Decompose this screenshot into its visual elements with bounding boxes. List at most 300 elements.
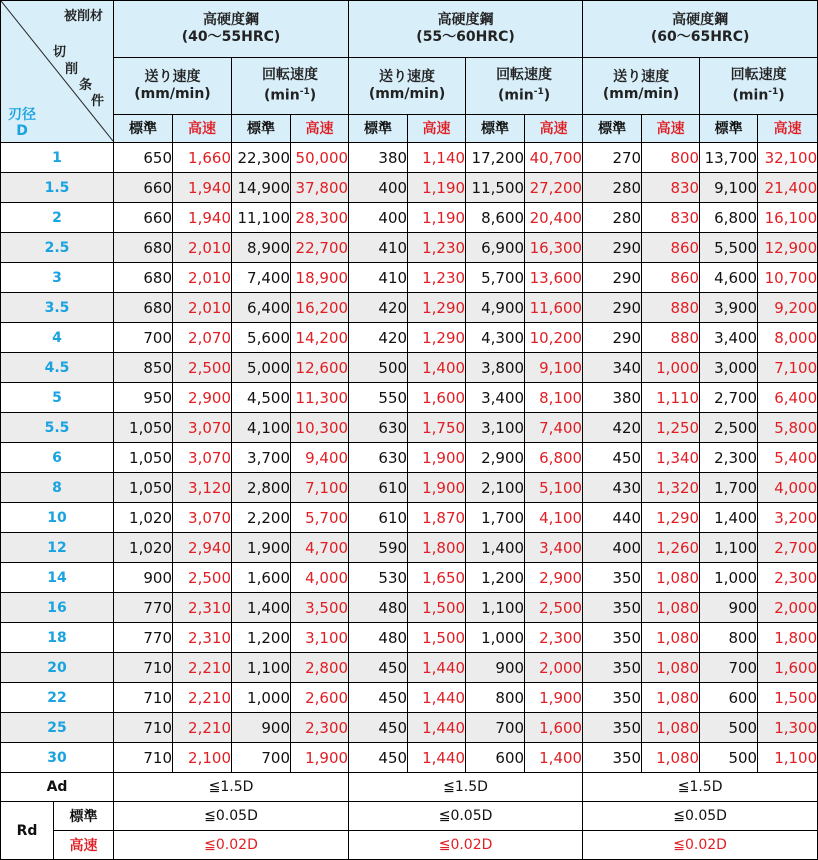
diameter-cell: 10: [1, 503, 114, 533]
fast-value-cell: 1,600: [758, 653, 818, 683]
feed-rate-label: 送り速度: [144, 69, 201, 86]
std-value-cell: 700: [700, 653, 758, 683]
std-value-cell: 1,400: [700, 503, 758, 533]
fast-value-cell: 22,700: [291, 233, 349, 263]
fast-value-cell: 1,190: [408, 203, 466, 233]
fast-value-cell: 37,800: [291, 173, 349, 203]
fast-value-cell: 3,100: [291, 623, 349, 653]
diameter-cell: 8: [1, 473, 114, 503]
std-value-cell: 350: [583, 623, 642, 653]
fast-value-cell: 830: [642, 173, 700, 203]
table-row: [1, 503, 818, 533]
std-value-cell: 2,200: [232, 503, 291, 533]
rd-fast-row: [1, 831, 818, 860]
std-value-cell: 11,500: [466, 173, 525, 203]
speed-header-row: [1, 58, 818, 114]
rd-std-label: 標準: [54, 802, 114, 831]
feed-rate-header: [583, 58, 700, 114]
spindle-speed-header: [232, 58, 349, 114]
fast-value-cell: 1,250: [642, 413, 700, 443]
fast-value-cell: 2,210: [173, 713, 232, 743]
std-value-cell: 950: [114, 383, 173, 413]
std-value-cell: 8,600: [466, 203, 525, 233]
fast-value-cell: 1,500: [408, 623, 466, 653]
spindle-speed-unit: [700, 84, 817, 105]
std-value-cell: 600: [466, 743, 525, 773]
std-value-cell: 3,700: [232, 443, 291, 473]
feed-rate-unit: (mm/min): [134, 86, 211, 103]
std-value-cell: 1,600: [232, 563, 291, 593]
fast-value-cell: 2,800: [291, 653, 349, 683]
diameter-cell: 6: [1, 443, 114, 473]
fast-value-cell: 1,440: [408, 743, 466, 773]
diameter-cell: 2: [1, 203, 114, 233]
fast-value-cell: 1,440: [408, 653, 466, 683]
std-value-cell: 660: [114, 173, 173, 203]
std-value-cell: 8,900: [232, 233, 291, 263]
std-value-cell: 1,000: [700, 563, 758, 593]
spindle-speed-header: [700, 58, 818, 114]
std-value-cell: 680: [114, 233, 173, 263]
std-value-cell: 530: [349, 563, 408, 593]
std-value-cell: 1,400: [232, 593, 291, 623]
std-value-cell: 2,100: [466, 473, 525, 503]
fast-value-cell: 2,300: [758, 563, 818, 593]
rd-std-value: ≦0.05D: [583, 802, 818, 831]
std-value-cell: 3,900: [700, 293, 758, 323]
fast-value-cell: 2,500: [525, 593, 583, 623]
feed-rate-unit: (mm/min): [368, 86, 446, 103]
fast-value-cell: 1,900: [408, 473, 466, 503]
fast-value-cell: 10,200: [525, 323, 583, 353]
fast-value-cell: 1,800: [758, 623, 818, 653]
fast-value-cell: 1,290: [408, 323, 466, 353]
spindle-speed-unit: [466, 84, 582, 105]
fast-value-cell: 1,660: [173, 143, 232, 173]
std-value-cell: 630: [349, 413, 408, 443]
std-value-cell: 400: [583, 533, 642, 563]
std-column-label: 標準: [232, 114, 291, 142]
std-value-cell: 600: [700, 683, 758, 713]
fast-value-cell: 1,080: [642, 743, 700, 773]
std-value-cell: 6,900: [466, 233, 525, 263]
std-value-cell: 900: [232, 713, 291, 743]
rd-fast-value: ≦0.02D: [583, 831, 818, 860]
fast-value-cell: 14,200: [291, 323, 349, 353]
diameter-cell: 4: [1, 323, 114, 353]
table-row: [1, 683, 818, 713]
std-value-cell: 3,400: [466, 383, 525, 413]
rd-fast-label: 高速: [54, 831, 114, 860]
unit-exponent: -1: [533, 87, 544, 98]
fast-value-cell: 12,900: [758, 233, 818, 263]
std-value-cell: 290: [583, 263, 642, 293]
std-value-cell: 350: [583, 593, 642, 623]
std-value-cell: 2,500: [700, 413, 758, 443]
std-value-cell: 1,020: [114, 503, 173, 533]
std-value-cell: 650: [114, 143, 173, 173]
fast-value-cell: 3,120: [173, 473, 232, 503]
rd-std-value: ≦0.05D: [349, 802, 583, 831]
fast-value-cell: 12,600: [291, 353, 349, 383]
std-value-cell: 2,800: [232, 473, 291, 503]
std-column-label: 標準: [466, 114, 525, 142]
fast-value-cell: 1,320: [642, 473, 700, 503]
std-value-cell: 17,200: [466, 143, 525, 173]
fast-column-label: 高速: [408, 114, 466, 142]
cond-char-2: 削: [65, 62, 79, 77]
cond-char-1: 切: [53, 45, 67, 60]
ad-value: ≦1.5D: [114, 773, 349, 802]
std-value-cell: 5,000: [232, 353, 291, 383]
fast-value-cell: 2,500: [173, 353, 232, 383]
std-value-cell: 440: [583, 503, 642, 533]
fast-column-label: 高速: [291, 114, 349, 142]
table-row: [1, 383, 818, 413]
std-value-cell: 710: [114, 743, 173, 773]
std-value-cell: 420: [349, 323, 408, 353]
std-value-cell: 290: [583, 233, 642, 263]
fast-value-cell: 2,210: [173, 683, 232, 713]
fast-value-cell: 1,440: [408, 683, 466, 713]
std-value-cell: 290: [583, 323, 642, 353]
fast-value-cell: 7,400: [525, 413, 583, 443]
diameter-cell: 4.5: [1, 353, 114, 383]
fast-value-cell: 1,940: [173, 173, 232, 203]
std-value-cell: 2,700: [700, 383, 758, 413]
fast-value-cell: 2,000: [525, 653, 583, 683]
std-value-cell: 700: [232, 743, 291, 773]
feed-rate-header: [114, 58, 232, 114]
std-value-cell: 770: [114, 623, 173, 653]
std-value-cell: 2,900: [466, 443, 525, 473]
std-value-cell: 350: [583, 713, 642, 743]
table-row: [1, 353, 818, 383]
fast-column-label: 高速: [173, 114, 232, 142]
fast-value-cell: 3,070: [173, 503, 232, 533]
fast-value-cell: 21,400: [758, 173, 818, 203]
fast-value-cell: 50,000: [291, 143, 349, 173]
std-value-cell: 800: [466, 683, 525, 713]
std-value-cell: 480: [349, 623, 408, 653]
std-value-cell: 4,100: [232, 413, 291, 443]
std-column-label: 標準: [349, 114, 408, 142]
fast-value-cell: 1,750: [408, 413, 466, 443]
std-value-cell: 280: [583, 173, 642, 203]
std-value-cell: 800: [700, 623, 758, 653]
std-column-label: 標準: [583, 114, 642, 142]
std-value-cell: 11,100: [232, 203, 291, 233]
diameter-cell: 16: [1, 593, 114, 623]
table-row: [1, 743, 818, 773]
material-hrc: (40～55HRC): [181, 29, 281, 46]
std-value-cell: 450: [349, 653, 408, 683]
diameter-symbol: D: [16, 123, 28, 139]
fast-value-cell: 1,080: [642, 683, 700, 713]
fast-value-cell: 5,100: [525, 473, 583, 503]
material-name: 高硬度鋼: [672, 12, 729, 29]
fast-value-cell: 2,210: [173, 653, 232, 683]
fast-value-cell: 1,900: [525, 683, 583, 713]
rd-label: Rd: [1, 802, 54, 860]
std-value-cell: 610: [349, 473, 408, 503]
feed-rate-label: 送り速度: [379, 69, 436, 86]
fast-value-cell: 10,700: [758, 263, 818, 293]
diameter-cell: 18: [1, 623, 114, 653]
std-value-cell: 400: [349, 173, 408, 203]
fast-value-cell: 6,400: [758, 383, 818, 413]
fast-value-cell: 2,900: [525, 563, 583, 593]
fast-value-cell: 2,500: [173, 563, 232, 593]
fast-value-cell: 4,000: [758, 473, 818, 503]
fast-value-cell: 2,010: [173, 233, 232, 263]
diameter-cell: 2.5: [1, 233, 114, 263]
spindle-speed-header: [466, 58, 583, 114]
fast-value-cell: 1,340: [642, 443, 700, 473]
std-value-cell: 1,200: [466, 563, 525, 593]
fast-value-cell: 860: [642, 263, 700, 293]
diameter-cell: 3.5: [1, 293, 114, 323]
table-row: [1, 203, 818, 233]
std-value-cell: 1,700: [700, 473, 758, 503]
std-value-cell: 340: [583, 353, 642, 383]
fast-value-cell: 7,100: [758, 353, 818, 383]
std-value-cell: 610: [349, 503, 408, 533]
fast-value-cell: 1,260: [642, 533, 700, 563]
fast-value-cell: 3,400: [525, 533, 583, 563]
fast-value-cell: 1,600: [525, 713, 583, 743]
feed-rate-header: [349, 58, 466, 114]
fast-value-cell: 13,600: [525, 263, 583, 293]
std-value-cell: 1,100: [700, 533, 758, 563]
fast-value-cell: 2,070: [173, 323, 232, 353]
fast-value-cell: 8,000: [758, 323, 818, 353]
std-value-cell: 1,050: [114, 473, 173, 503]
std-value-cell: 1,400: [466, 533, 525, 563]
std-value-cell: 22,300: [232, 143, 291, 173]
spindle-speed-label: 回転速度: [262, 67, 319, 84]
std-value-cell: 500: [349, 353, 408, 383]
fast-value-cell: 2,600: [291, 683, 349, 713]
fast-value-cell: 32,100: [758, 143, 818, 173]
fast-value-cell: 4,700: [291, 533, 349, 563]
fast-value-cell: 9,400: [291, 443, 349, 473]
std-value-cell: 350: [583, 563, 642, 593]
fast-value-cell: 16,300: [525, 233, 583, 263]
std-value-cell: 770: [114, 593, 173, 623]
std-value-cell: 710: [114, 683, 173, 713]
fast-value-cell: 4,100: [525, 503, 583, 533]
std-column-label: 標準: [114, 114, 173, 142]
rd-std-row: [1, 802, 818, 831]
std-value-cell: 410: [349, 263, 408, 293]
fast-value-cell: 2,100: [173, 743, 232, 773]
diameter-header: [7, 107, 37, 139]
ad-value: ≦1.5D: [583, 773, 818, 802]
feed-rate-label: 送り速度: [613, 69, 670, 86]
cond-char-4: 件: [91, 94, 105, 109]
std-value-cell: 3,000: [700, 353, 758, 383]
fast-value-cell: 40,700: [525, 143, 583, 173]
fast-value-cell: 9,100: [525, 353, 583, 383]
fast-value-cell: 2,940: [173, 533, 232, 563]
std-value-cell: 1,020: [114, 533, 173, 563]
ad-value: ≦1.5D: [349, 773, 583, 802]
std-value-cell: 710: [114, 653, 173, 683]
std-value-cell: 5,700: [466, 263, 525, 293]
std-value-cell: 450: [583, 443, 642, 473]
diameter-cell: 30: [1, 743, 114, 773]
fast-value-cell: 1,870: [408, 503, 466, 533]
std-value-cell: 5,500: [700, 233, 758, 263]
std-value-cell: 270: [583, 143, 642, 173]
table-row: [1, 323, 818, 353]
std-value-cell: 420: [583, 413, 642, 443]
std-value-cell: 4,900: [466, 293, 525, 323]
table-row: [1, 173, 818, 203]
ad-row: [1, 773, 818, 802]
std-value-cell: 1,200: [232, 623, 291, 653]
fast-value-cell: 2,000: [758, 593, 818, 623]
fast-value-cell: 6,800: [525, 443, 583, 473]
fast-value-cell: 1,080: [642, 563, 700, 593]
unit-close: ): [309, 87, 317, 104]
fast-value-cell: 1,140: [408, 143, 466, 173]
fast-value-cell: 2,700: [758, 533, 818, 563]
table-row: [1, 593, 818, 623]
fast-value-cell: 1,080: [642, 593, 700, 623]
fast-value-cell: 27,200: [525, 173, 583, 203]
diameter-cell: 1: [1, 143, 114, 173]
fast-value-cell: 1,290: [408, 293, 466, 323]
unit-base: (min: [497, 87, 534, 104]
rd-std-value: ≦0.05D: [114, 802, 349, 831]
table-body: [1, 143, 818, 773]
fast-value-cell: 10,300: [291, 413, 349, 443]
diameter-cell: 1.5: [1, 173, 114, 203]
std-value-cell: 420: [349, 293, 408, 323]
std-value-cell: 900: [466, 653, 525, 683]
cond-char-3: 条: [79, 78, 93, 93]
fast-value-cell: 2,010: [173, 263, 232, 293]
std-value-cell: 850: [114, 353, 173, 383]
std-value-cell: 400: [349, 203, 408, 233]
diameter-cell: 12: [1, 533, 114, 563]
std-value-cell: 6,400: [232, 293, 291, 323]
ad-label: Ad: [1, 773, 114, 802]
std-value-cell: 5,600: [232, 323, 291, 353]
material-header-1: [114, 1, 349, 58]
std-fast-header-row: [1, 114, 818, 142]
fast-value-cell: 3,070: [173, 443, 232, 473]
material-hrc: (60～65HRC): [650, 29, 750, 46]
fast-value-cell: 800: [642, 143, 700, 173]
std-value-cell: 660: [114, 203, 173, 233]
std-value-cell: 3,800: [466, 353, 525, 383]
fast-value-cell: 860: [642, 233, 700, 263]
fast-column-label: 高速: [758, 114, 818, 142]
fast-value-cell: 2,300: [525, 623, 583, 653]
std-value-cell: 1,100: [232, 653, 291, 683]
fast-value-cell: 880: [642, 293, 700, 323]
fast-value-cell: 1,080: [642, 713, 700, 743]
std-value-cell: 700: [114, 323, 173, 353]
fast-value-cell: 2,310: [173, 623, 232, 653]
std-value-cell: 4,300: [466, 323, 525, 353]
diameter-cell: 25: [1, 713, 114, 743]
material-hrc: (55～60HRC): [416, 29, 515, 46]
fast-value-cell: 1,940: [173, 203, 232, 233]
std-value-cell: 1,900: [232, 533, 291, 563]
std-value-cell: 680: [114, 293, 173, 323]
diameter-cell: 22: [1, 683, 114, 713]
std-value-cell: 350: [583, 683, 642, 713]
fast-value-cell: 1,300: [758, 713, 818, 743]
material-header-3: [583, 1, 818, 58]
std-value-cell: 500: [700, 713, 758, 743]
fast-value-cell: 2,300: [291, 713, 349, 743]
fast-value-cell: 11,600: [525, 293, 583, 323]
fast-value-cell: 28,300: [291, 203, 349, 233]
unit-exponent: -1: [768, 87, 779, 98]
std-value-cell: 290: [583, 293, 642, 323]
material-label: 被削材: [64, 9, 104, 24]
std-value-cell: 4,600: [700, 263, 758, 293]
fast-value-cell: 5,800: [758, 413, 818, 443]
diameter-cell: 5: [1, 383, 114, 413]
std-value-cell: 380: [583, 383, 642, 413]
std-value-cell: 430: [583, 473, 642, 503]
table-row: [1, 563, 818, 593]
std-value-cell: 3,100: [466, 413, 525, 443]
table-row: [1, 233, 818, 263]
std-value-cell: 630: [349, 443, 408, 473]
fast-value-cell: 2,010: [173, 293, 232, 323]
spindle-speed-label: 回転速度: [496, 67, 553, 84]
unit-exponent: -1: [299, 87, 310, 98]
fast-value-cell: 1,000: [642, 353, 700, 383]
fast-column-label: 高速: [642, 114, 700, 142]
fast-value-cell: 1,650: [408, 563, 466, 593]
std-value-cell: 550: [349, 383, 408, 413]
fast-value-cell: 1,400: [408, 353, 466, 383]
std-value-cell: 450: [349, 743, 408, 773]
table-row: [1, 413, 818, 443]
std-value-cell: 6,800: [700, 203, 758, 233]
fast-value-cell: 3,070: [173, 413, 232, 443]
std-value-cell: 450: [349, 713, 408, 743]
fast-value-cell: 1,600: [408, 383, 466, 413]
table-row: [1, 143, 818, 173]
std-value-cell: 2,300: [700, 443, 758, 473]
unit-close: ): [778, 87, 785, 104]
table-row: [1, 653, 818, 683]
std-value-cell: 1,000: [466, 623, 525, 653]
fast-value-cell: 8,100: [525, 383, 583, 413]
std-value-cell: 1,050: [114, 413, 173, 443]
std-value-cell: 480: [349, 593, 408, 623]
fast-value-cell: 1,080: [642, 623, 700, 653]
std-value-cell: 700: [466, 713, 525, 743]
material-name: 高硬度鋼: [203, 12, 260, 29]
fast-value-cell: 1,400: [525, 743, 583, 773]
std-value-cell: 14,900: [232, 173, 291, 203]
fast-value-cell: 18,900: [291, 263, 349, 293]
fast-value-cell: 2,900: [173, 383, 232, 413]
fast-value-cell: 1,440: [408, 713, 466, 743]
fast-value-cell: 1,080: [642, 653, 700, 683]
diameter-label: 刃径: [8, 107, 36, 123]
